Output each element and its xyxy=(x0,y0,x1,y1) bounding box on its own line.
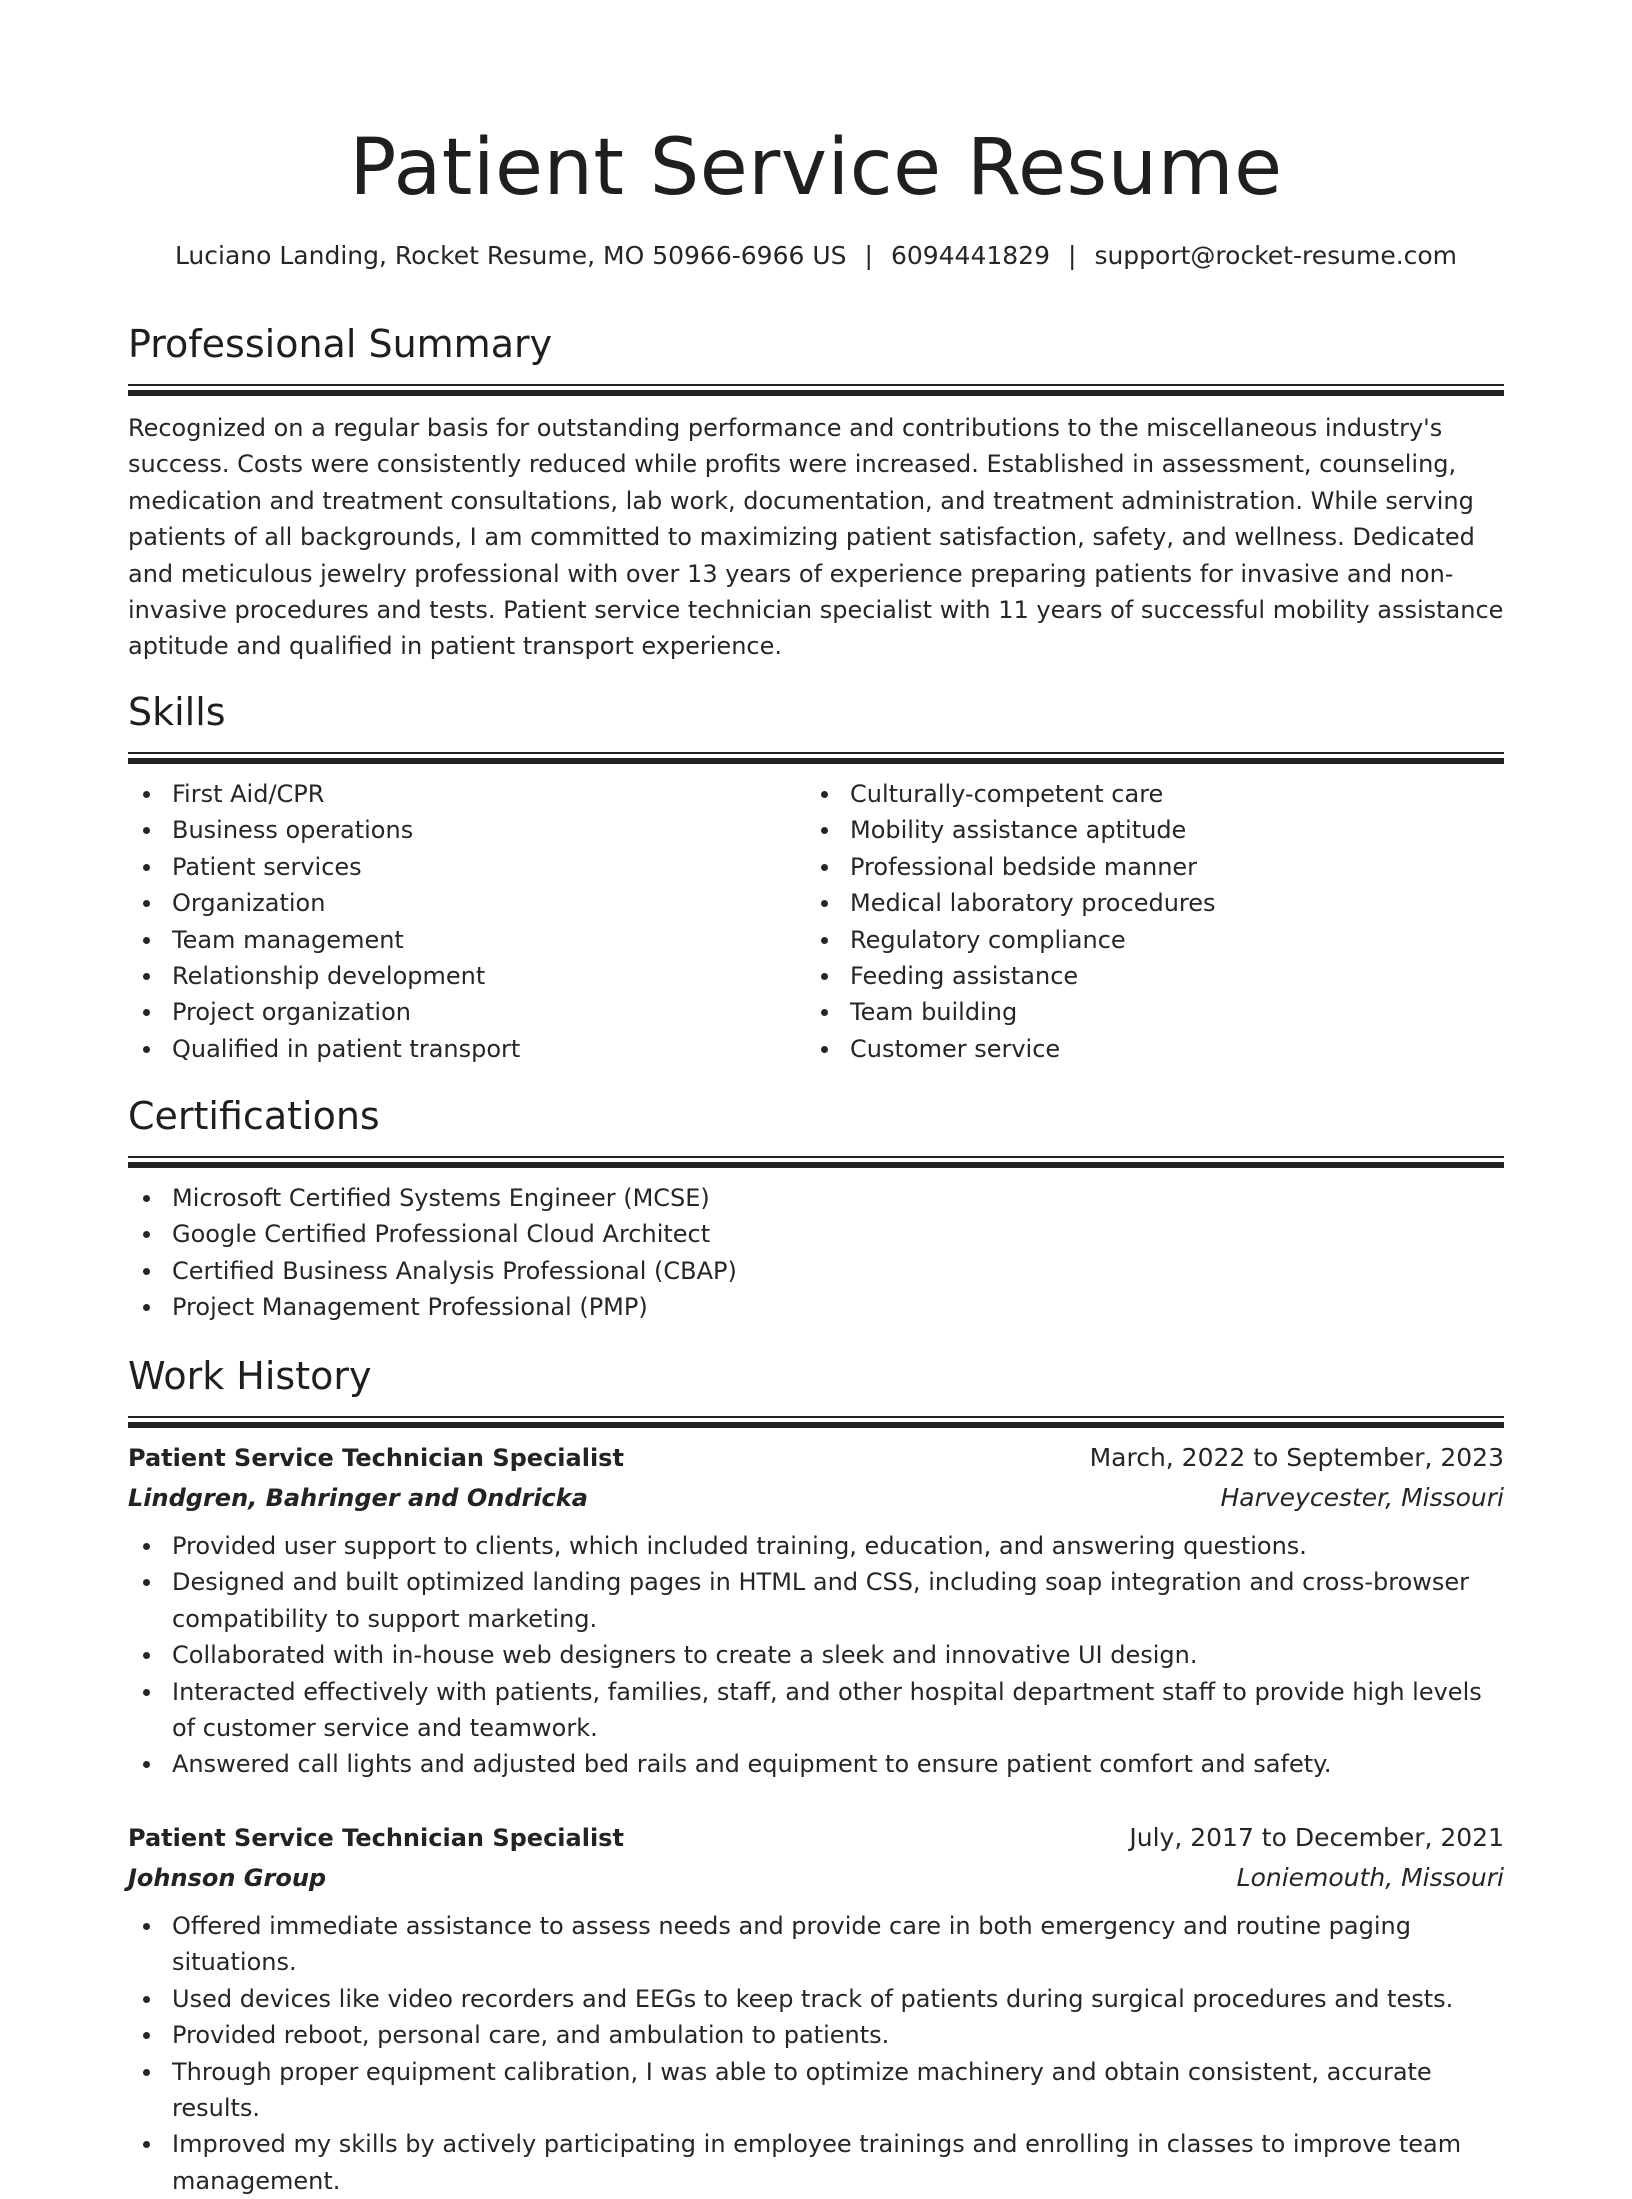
list-item: Through proper equipment calibration, I was able to optimize machinery and obtain consistent, accurate results. xyxy=(128,2054,1504,2127)
list-item: Project organization xyxy=(128,994,806,1030)
list-item: Qualified in patient transport xyxy=(128,1031,806,1067)
skills-right-list xyxy=(806,776,1484,1067)
section-divider xyxy=(128,752,1504,764)
list-item: Feeding assistance xyxy=(806,958,1484,994)
list-item: Project Management Professional (PMP) xyxy=(128,1289,1504,1325)
job-location: Loniemouth, Missouri xyxy=(1236,1863,1504,1892)
list-item: Google Certified Professional Cloud Architect xyxy=(128,1216,1504,1252)
list-item: Improved my skills by actively participating in employee trainings and enrolling in classes to improve team management. xyxy=(128,2126,1504,2199)
page-title: Patient Service Resume xyxy=(349,123,1283,213)
list-item: Collaborated with in-house web designers to create a sleek and innovative UI design. xyxy=(128,1637,1504,1673)
job-company: Lindgren, Bahringer and Ondricka xyxy=(128,1484,588,1512)
job-title: Patient Service Technician Specialist xyxy=(128,1444,624,1472)
contact-separator: | xyxy=(1068,241,1077,270)
work-history-heading: Work History xyxy=(128,1354,372,1398)
job-duties-list xyxy=(128,1908,1504,2199)
certifications-heading: Certifications xyxy=(128,1094,380,1138)
job-company: Johnson Group xyxy=(128,1864,327,1892)
list-item: Certified Business Analysis Professional (CBAP) xyxy=(128,1253,1504,1289)
job-header-row xyxy=(128,1438,1504,1478)
skills-section xyxy=(128,686,1504,1067)
summary-section xyxy=(128,318,1504,665)
job-duties-list xyxy=(128,1528,1504,1783)
list-item: Business operations xyxy=(128,812,806,848)
job-company-row xyxy=(128,1478,1504,1518)
list-item: Customer service xyxy=(806,1031,1484,1067)
list-item: First Aid/CPR xyxy=(128,776,806,812)
skills-heading: Skills xyxy=(128,690,226,734)
work-history-section xyxy=(128,1350,1504,1428)
job-header-row xyxy=(128,1818,1504,1858)
list-item: Patient services xyxy=(128,849,806,885)
contact-address: Luciano Landing, Rocket Resume, MO 50966-6966 US xyxy=(174,241,847,270)
job-entry xyxy=(128,1818,1504,2199)
job-title: Patient Service Technician Specialist xyxy=(128,1824,624,1852)
certifications-list xyxy=(128,1180,1504,1326)
section-divider xyxy=(128,384,1504,396)
list-item: Designed and built optimized landing pages in HTML and CSS, including soap integration and cross-browser compatibility to support marketing. xyxy=(128,1564,1504,1637)
list-item: Answered call lights and adjusted bed rails and equipment to ensure patient comfort and safety. xyxy=(128,1746,1504,1782)
list-item: Medical laboratory procedures xyxy=(806,885,1484,921)
list-item: Interacted effectively with patients, families, staff, and other hospital department staff to provide high levels of customer service and teamwork. xyxy=(128,1674,1504,1747)
list-item: Team building xyxy=(806,994,1484,1030)
skills-columns xyxy=(128,776,1504,1067)
job-dates: July, 2017 to December, 2021 xyxy=(1129,1823,1504,1852)
list-item: Relationship development xyxy=(128,958,806,994)
certifications-section xyxy=(128,1090,1504,1326)
summary-heading: Professional Summary xyxy=(128,322,553,366)
contact-separator: | xyxy=(864,241,873,270)
contact-line xyxy=(128,238,1504,274)
job-dates: March, 2022 to September, 2023 xyxy=(1089,1443,1504,1472)
list-item: Offered immediate assistance to assess needs and provide care in both emergency and routine paging situations. xyxy=(128,1908,1504,1981)
list-item: Organization xyxy=(128,885,806,921)
list-item: Microsoft Certified Systems Engineer (MCSE) xyxy=(128,1180,1504,1216)
skills-left-list xyxy=(128,776,806,1067)
list-item: Professional bedside manner xyxy=(806,849,1484,885)
section-divider xyxy=(128,1156,1504,1168)
list-item: Mobility assistance aptitude xyxy=(806,812,1484,848)
summary-text: Recognized on a regular basis for outstanding performance and contributions to the miscellaneous industry's success. Costs were consistently reduced while profits were increased. Established in assessment, counseling, medication and treatment consultations, lab work, documentation, and treatment administration. While serving patients of all backgrounds, I am committed to maximizing patient satisfaction, safety, and wellness. Dedicated and meticulous jewelry professional with over 13 years of experience preparing patients for invasive and non-invasive procedures and tests. Patient service technician specialist with 11 years of successful mobility assistance aptitude and qualified in patient transport experience. xyxy=(128,414,1504,661)
contact-email: support@rocket-resume.com xyxy=(1094,241,1458,270)
section-divider xyxy=(128,1416,1504,1428)
list-item: Provided reboot, personal care, and ambulation to patients. xyxy=(128,2017,1504,2053)
job-entry xyxy=(128,1438,1504,1783)
contact-phone: 6094441829 xyxy=(890,241,1050,270)
job-company-row xyxy=(128,1858,1504,1898)
list-item: Regulatory compliance xyxy=(806,922,1484,958)
list-item: Team management xyxy=(128,922,806,958)
list-item: Provided user support to clients, which included training, education, and answering questions. xyxy=(128,1528,1504,1564)
job-location: Harveycester, Missouri xyxy=(1220,1483,1504,1512)
list-item: Used devices like video recorders and EEGs to keep track of patients during surgical procedures and tests. xyxy=(128,1981,1504,2017)
list-item: Culturally-competent care xyxy=(806,776,1484,812)
